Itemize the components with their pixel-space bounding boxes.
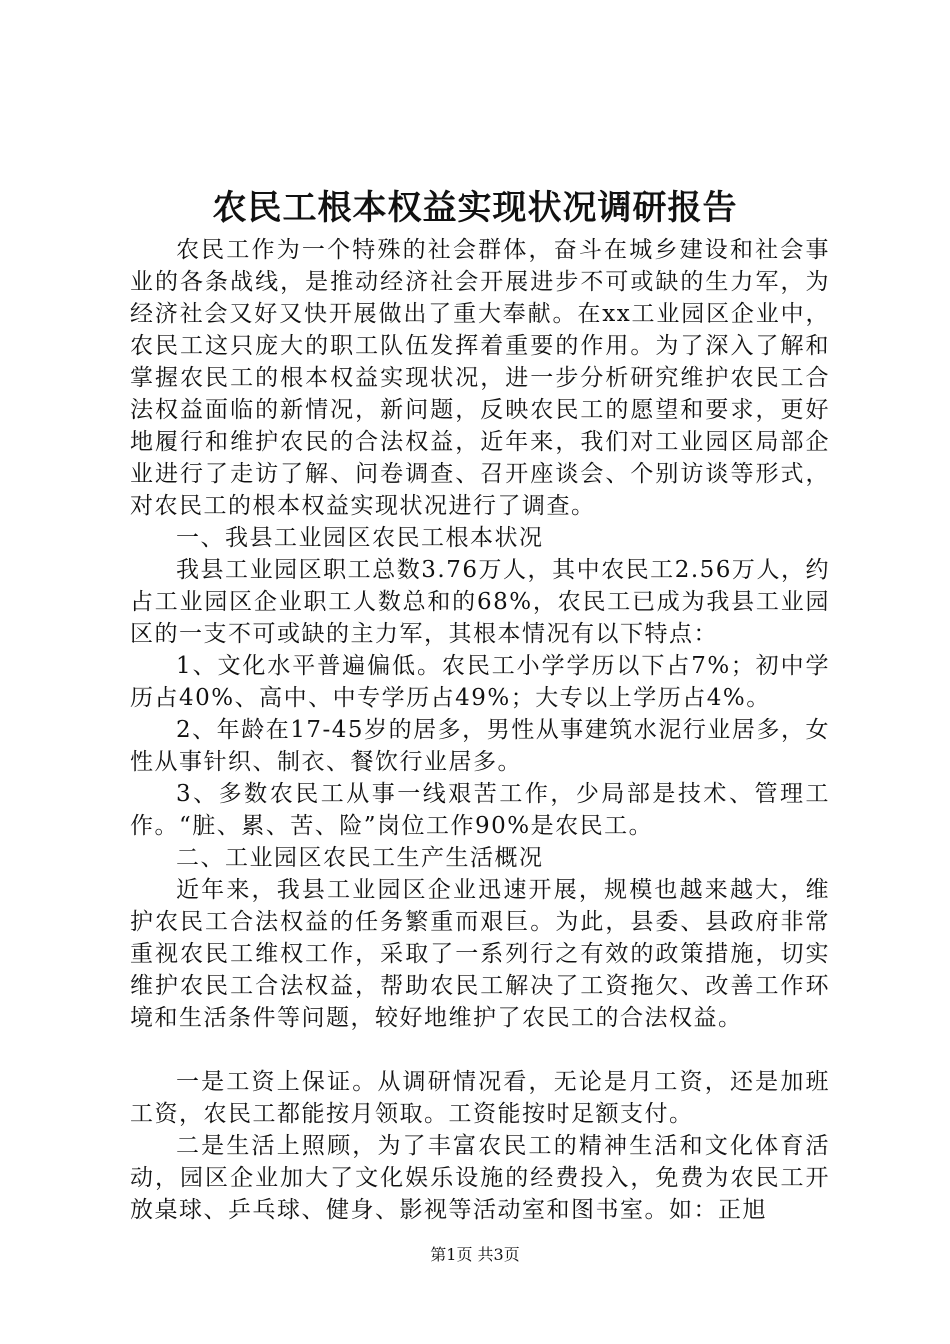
list-item: 2、年龄在17-45岁的居多，男性从事建筑水泥行业居多，女性从事针织、制衣、餐饮行业居多。 (130, 717, 830, 775)
document-title: 农民工根本权益实现状况调研报告 (212, 188, 738, 228)
page-number-footer: 第1页 共3页 (430, 1245, 520, 1264)
paragraph-intro: 农民工作为一个特殊的社会群体，奋斗在城乡建设和社会事业的各条战线，是推动经济社会开展进步不可或缺的生力军，为经济社会又好又快开展做出了重大奉献。在xx工业园区企业中，农民工这只庞大的职工队伍发挥着重要的作用。为了深入了解和掌握农民工的根本权益实现状况，进一步分析研究维护农民工合法权益面临的新情况，新问题，反映农民工的愿望和要求，更好地履行和维护农民的合法权益，近年来，我们对工业园区局部企业进行了走访了解、问卷调查、召开座谈会、个别访谈等形式，对农民工的根本权益实现状况进行了调查。 (130, 237, 830, 519)
paragraph: 二是生活上照顾，为了丰富农民工的精神生活和文化体育活动，园区企业加大了文化娱乐设施的经费投入，免费为农民工开放桌球、乒乓球、健身、影视等活动室和图书室。如：正旭 (130, 1133, 830, 1223)
section-heading-2: 二、工业园区农民工生产生活概况 (176, 845, 544, 871)
section-heading-1: 一、我县工业园区农民工根本状况 (176, 525, 544, 551)
paragraph: 我县工业园区职工总数3.76万人，其中农民工2.56万人，约占工业园区企业职工人数总和的68%，农民工已成为我县工业园区的一支不可或缺的主力军，其根本情况有以下特点： (130, 557, 830, 647)
paragraph: 近年来，我县工业园区企业迅速开展，规模也越来越大，维护农民工合法权益的任务繁重而艰巨。为此，县委、县政府非常重视农民工维权工作，采取了一系列行之有效的政策措施，切实维护农民工合法权益，帮助农民工解决了工资拖欠、改善工作环境和生活条件等问题，较好地维护了农民工的合法权益。 (130, 877, 830, 1031)
paragraph: 一是工资上保证。从调研情况看，无论是月工资，还是加班工资，农民工都能按月领取。工资能按时足额支付。 (130, 1069, 830, 1127)
document-body (130, 234, 830, 1226)
list-item: 1、文化水平普遍偏低。农民工小学学历以下占7%；初中学历占40%、高中、中专学历占49%；大专以上学历占4%。 (130, 653, 830, 711)
list-item: 3、多数农民工从事一线艰苦工作，少局部是技术、管理工作。“脏、累、苦、险”岗位工作90%是农民工。 (130, 781, 830, 839)
